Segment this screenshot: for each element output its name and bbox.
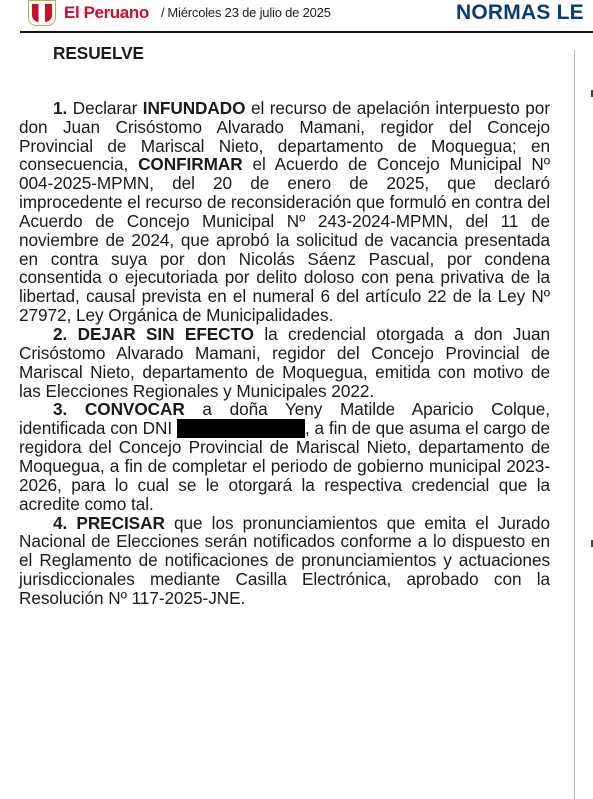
item-text: a doña Yeny Matilde Aparicio Colque, identificada con DNI (19, 399, 550, 439)
item-number: 3. (53, 399, 68, 420)
item-text: , a fin de que asuma el cargo de regidora del Concejo Provincial de Mariscal Nieto, departamento de Moquegua, a fin de completar el periodo de gobierno municipal 2023-2026, para lo cual se le otorgará la respectiva credencial que la acredite como tal. (19, 418, 550, 514)
item-text: Declarar (72, 97, 138, 118)
item-number: 1. (53, 97, 68, 118)
item-keyword: INFUNDADO (142, 97, 246, 118)
header-divider (20, 31, 593, 33)
newspaper-brand: El Peruano (64, 3, 149, 22)
item-text: el Acuerdo de Concejo Municipal Nº 004-2025-MPMN, del 20 de enero de 2025, que declaró improcedente el recurso de reconsideración que formuló en contra del Acuerdo de Concejo Municipal Nº 243-2024-MPMN, del 11 de noviembre de 2024, que aprobó la solicitud de vacancia presentada en contra suya por don Nicolás Sáenz Pascual, por condena consentida o ejecutoriada por delito doloso con pena privativa de la libertad, causal prevista en el numeral 6 del artículo 22 de la Ley Nº 27972, Ley Orgánica de Municipalidades. (19, 154, 551, 326)
item-number: 2. (53, 323, 68, 344)
item-keyword: PRECISAR (76, 512, 165, 533)
resolution-item-2 (19, 325, 550, 400)
column-divider (574, 50, 575, 799)
newspaper-header (0, 0, 593, 30)
item-text: la credencial otorgada a don Juan Crisóstomo Alvarado Mamani, regidor del Concejo Provincial de Mariscal Nieto, departamento de Moquegua, emitida con motivo de las Elecciones Regionales y Municipales 2022. (19, 323, 550, 401)
item-text: que los pronunciamientos que emita el Jurado Nacional de Elecciones serán notificados conforme a lo dispuesto en el Reglamento de notificaciones de pronunciamientos y actuaciones jurisdiccionales mediante Casilla Electrónica, aprobado con la Resolución Nº 117-2025-JNE. (19, 512, 551, 608)
date-separator: / (161, 5, 165, 20)
section-title: NORMAS LE (456, 1, 584, 24)
spacer (19, 63, 550, 99)
resolution-item-4 (19, 514, 550, 608)
publication-date (161, 5, 331, 20)
resolution-item-3 (19, 400, 550, 513)
resolution-item-1 (19, 99, 550, 325)
item-keyword: CONFIRMAR (138, 154, 243, 175)
redacted-dni (177, 419, 305, 438)
item-number: 4. (53, 512, 68, 533)
section-heading: RESUELVE (53, 43, 144, 63)
coat-of-arms-icon (28, 0, 56, 26)
item-text: el recurso de apelación interpuesto por don Juan Crisóstomo Alvarado Mamani, regidor del Concejo Provincial de Mariscal Nieto, departamento de Moquegua; en consecuencia, (19, 97, 550, 175)
item-keyword: DEJAR SIN EFECTO (77, 323, 254, 344)
article-body (19, 42, 550, 608)
date-text: Miércoles 23 de julio de 2025 (167, 5, 331, 20)
item-keyword: CONVOCAR (84, 399, 185, 420)
